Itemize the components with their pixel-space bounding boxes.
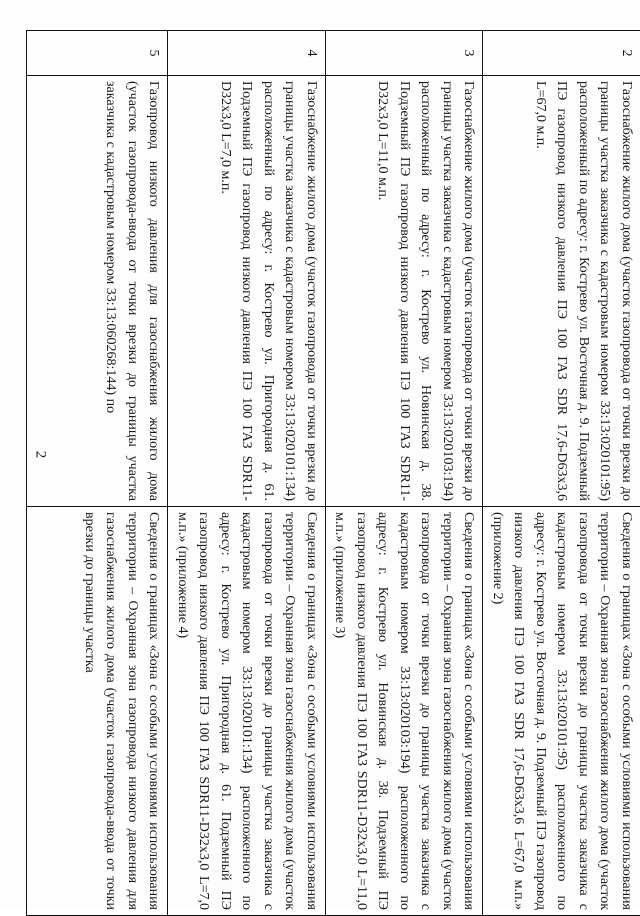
zone-boundary-info: Сведения о границах «Зона с особыми условиями использования территории – Охранная зона газоснабжения жилого дома (участок газопровода от точки врезки до границы участка заказчика с кадастровым номером 33:13:020101:134) расположенного по адресу: г. Кострево ул. Пригородная д. 61. Подземный ПЭ газопровод низкого давления ПЭ 100 ГАЗ SDR11-D32х3,0 L=7,0 м.п.» (приложение 4) <box>168 507 326 916</box>
rotated-table-sheet <box>77 30 640 882</box>
object-description: Газоснабжение жилого дома (участок газопровода от точки врезки до границы участка заказчика с кадастровым номером 33:13:020101:134) расположенный по адресу: г. Кострево ул. Пригородная д. 61. Подземный ПЭ газопровод низкого давления ПЭ 100 ГАЗ SDR11-D32х3,0 L=7,0 м.п. <box>168 76 326 507</box>
object-description: Газоснабжение жилого дома (участок газопровода от точки врезки до границы участка заказчика с кадастровым номером 33:13:020103:194) расположенный по адресу: г. Кострево ул. Новинская д. 38. Подземный ПЭ газопровод низкого давления ПЭ 100 ГАЗ SDR11-D32х3,0 L=11,0 м.п. <box>326 76 484 507</box>
zone-boundary-info: Сведения о границах «Зона с особыми условиями использования территории – Охранная зона газоснабжения жилого дома (участок газопровода от точки врезки до границы участка заказчика с кадастровым номером 33:13:020103:194) расположенного по адресу: г. Кострево ул. Новинская д. 38. Подземный ПЭ газопровод низкого давления ПЭ 100 ГАЗ SDR11-D32х3,0 L=11,0 м.п.» (приложение 3) <box>326 507 484 916</box>
table-row <box>326 31 484 916</box>
row-number: 2 <box>483 31 640 76</box>
object-description: Газоснабжение жилого дома (участок газопровода от точки врезки до границы участка заказчика с кадастровым номером 33:13:020101:95) расположенный по адресу: г. Кострево ул. Восточная д. 9. Подземный ПЭ газопровод низкого давления ПЭ 100 ГАЗ SDR 17,6-D63х3,6 L=67,0 м.п. <box>483 76 640 507</box>
row-number: 5 <box>27 31 168 76</box>
row-number: 3 <box>326 31 484 76</box>
page-number: 2 <box>31 451 48 459</box>
table-row <box>483 31 640 916</box>
row-number: 4 <box>168 31 326 76</box>
zones-table <box>27 30 640 916</box>
table-row <box>168 31 326 916</box>
zone-boundary-info: Сведения о границах «Зона с особыми условиями использования территории – Охранная зона газопровода низкого давления для газоснабжения жилого дома (участок газопровода-ввода от точки врезки до границы участка <box>27 507 168 916</box>
table-row <box>27 31 168 916</box>
zone-boundary-info: Сведения о границах «Зона с особыми условиями использования территории – Охранная зона газоснабжения жилого дома (участок газопровода от точки врезки до границы участка заказчика с кадастровым номером 33:13:020101:95) расположенного по адресу: г. Кострево ул. Восточная д. 9. Подземный ПЭ газопровод низкого давления ПЭ 100 ГАЗ SDR 17,6-D63х3,6 L=67,0 м.п.» (приложение 2) <box>483 507 640 916</box>
object-description: Газопровод низкого давления для газоснабжения жилого дома (участок газопровода-ввода от точки врезки до границы участка заказчика с кадастровым номером 33:13:060268:144) по <box>27 76 168 507</box>
